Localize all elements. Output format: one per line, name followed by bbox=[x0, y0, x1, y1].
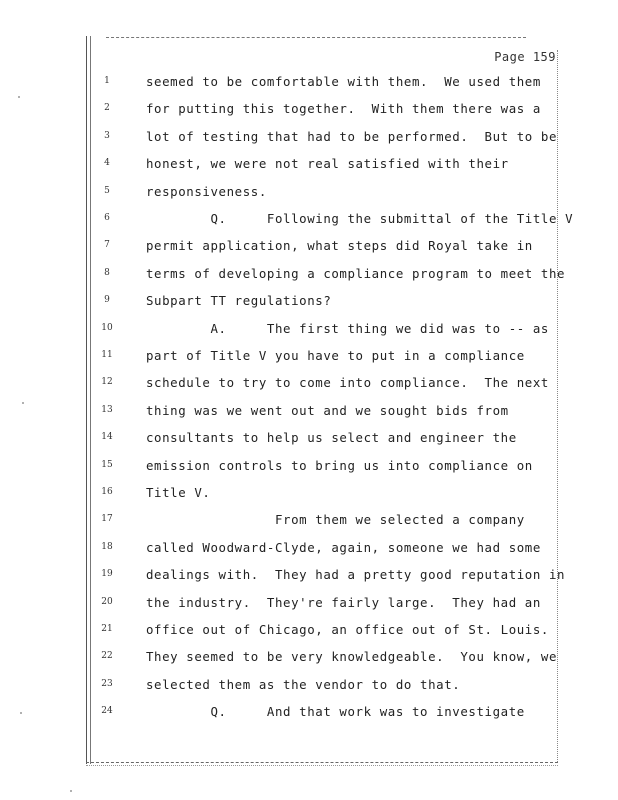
scan-speck bbox=[20, 712, 22, 714]
line-number: 2 bbox=[104, 103, 110, 114]
line-number: 6 bbox=[104, 213, 110, 223]
line-number: 15 bbox=[101, 459, 113, 470]
transcript-line-text: part of Title V you have to put in a compliance bbox=[146, 348, 525, 363]
transcript-line-text: responsiveness. bbox=[146, 183, 267, 199]
transcript-line-text: Title V. bbox=[146, 485, 211, 500]
line-number: 1 bbox=[104, 76, 110, 86]
left-margin-rule-inner bbox=[90, 36, 91, 764]
bottom-border-secondary bbox=[86, 765, 558, 766]
transcript-line-text: seemed to be comfortable with them. We used them bbox=[146, 74, 541, 89]
scan-speck bbox=[18, 96, 20, 98]
transcript-line-text: emission controls to bring us into compliance on bbox=[146, 457, 533, 473]
line-number: 9 bbox=[104, 295, 110, 306]
transcript-line-text: consultants to help us select and engineer the bbox=[146, 430, 517, 446]
line-number: 16 bbox=[101, 487, 113, 497]
line-number: 14 bbox=[101, 432, 113, 443]
line-number: 13 bbox=[101, 404, 113, 415]
line-number: 3 bbox=[104, 130, 110, 141]
line-number: 24 bbox=[101, 706, 113, 717]
line-number: 4 bbox=[104, 158, 110, 169]
line-number: 18 bbox=[101, 541, 113, 552]
transcript-line-text: Q. And that work was to investigate bbox=[146, 704, 525, 720]
transcript-line-text: They seemed to be very knowledgeable. You know, we bbox=[146, 649, 558, 665]
transcript-line-text: selected them as the vendor to do that. bbox=[146, 676, 461, 692]
page-number-label: Page 159 bbox=[494, 50, 556, 64]
line-number: 11 bbox=[101, 350, 113, 360]
transcript-line-text: lot of testing that had to be performed. But to be bbox=[146, 128, 558, 144]
left-margin-rule-outer bbox=[86, 36, 87, 764]
line-number: 23 bbox=[101, 678, 113, 689]
line-number: 5 bbox=[104, 185, 110, 196]
line-number: 20 bbox=[101, 596, 113, 607]
right-margin-rule bbox=[557, 50, 558, 762]
transcript-line-text: called Woodward-Clyde, again, someone we had some bbox=[146, 539, 541, 555]
line-number: 10 bbox=[101, 322, 113, 333]
transcript-line-text: thing was we went out and we sought bids from bbox=[146, 402, 509, 418]
scan-speck bbox=[22, 402, 24, 404]
transcript-line-text: permit application, what steps did Royal take in bbox=[146, 238, 533, 254]
transcript-line-text: office out of Chicago, an office out of St. Louis. bbox=[146, 622, 549, 637]
transcript-line-text: dealings with. They had a pretty good reputation in bbox=[146, 567, 566, 583]
line-number: 12 bbox=[101, 377, 113, 388]
bottom-border bbox=[86, 762, 558, 763]
transcript-line-text: the industry. They're fairly large. They had an bbox=[146, 594, 541, 610]
transcript-line-text: honest, we were not real satisfied with their bbox=[146, 156, 509, 172]
transcript-line-text: schedule to try to come into compliance. The next bbox=[146, 375, 549, 391]
transcript-line-text: terms of developing a compliance program to meet the bbox=[146, 265, 566, 281]
transcript-line-text: Subpart TT regulations? bbox=[146, 293, 332, 309]
transcript-line-text: Q. Following the submittal of the Title V bbox=[146, 211, 574, 226]
line-number: 7 bbox=[104, 240, 110, 251]
line-number: 19 bbox=[101, 569, 113, 580]
top-border bbox=[106, 37, 526, 38]
line-number: 8 bbox=[104, 267, 110, 278]
line-number: 21 bbox=[101, 624, 113, 634]
line-number: 17 bbox=[101, 514, 113, 525]
scan-speck bbox=[70, 790, 72, 792]
transcript-line-text: A. The first thing we did was to -- as bbox=[146, 320, 549, 336]
transcript-line-text: for putting this together. With them there was a bbox=[146, 101, 541, 117]
transcript-line-text: From them we selected a company bbox=[146, 512, 525, 528]
line-number: 22 bbox=[101, 651, 113, 662]
